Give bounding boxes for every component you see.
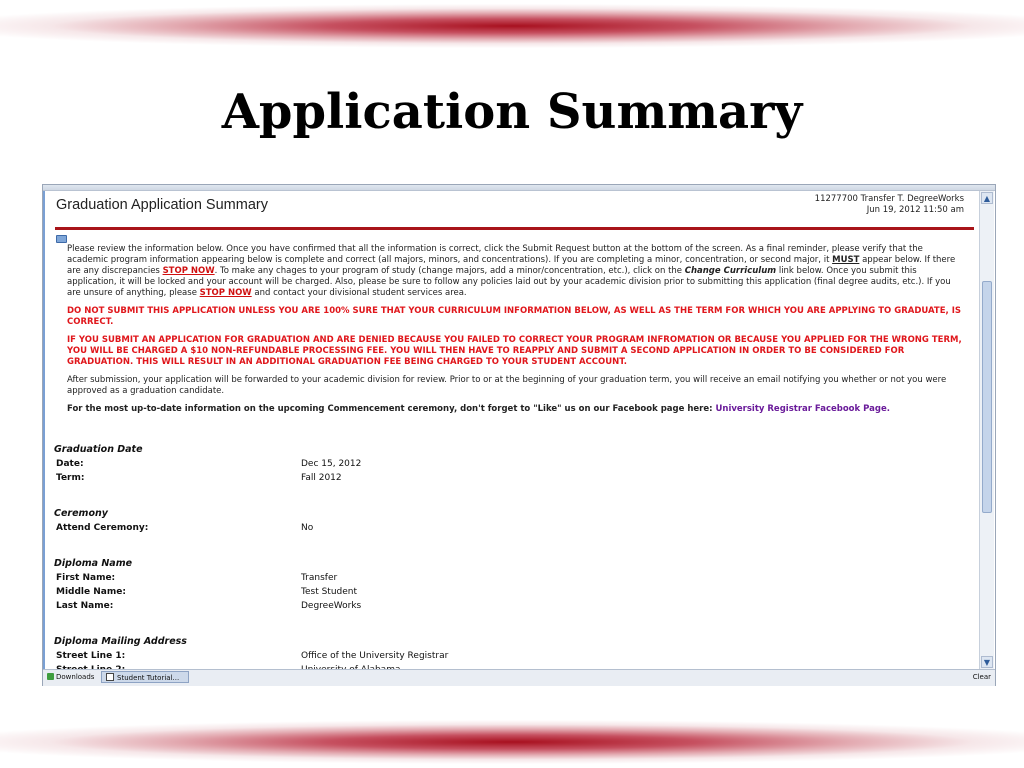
top-decorative-band xyxy=(0,0,1024,52)
scrollbar-thumb[interactable] xyxy=(982,281,992,513)
stop-now-link[interactable]: STOP NOW xyxy=(162,266,215,276)
date-row xyxy=(54,457,978,471)
downloads-label: Downloads xyxy=(56,673,95,681)
user-info xyxy=(815,194,964,216)
section-title: Diploma Mailing Address xyxy=(54,636,187,647)
downloads-button[interactable] xyxy=(47,673,94,681)
field-value: Transfer xyxy=(301,573,338,583)
field-label: Street Line 1: xyxy=(56,651,126,661)
change-curriculum-text: Change Curriculum xyxy=(684,266,777,276)
datetime: Jun 19, 2012 11:50 am xyxy=(866,205,964,215)
field-value: Test Student xyxy=(301,587,358,597)
slide-title: Application Summary xyxy=(221,84,803,140)
stop-now-link-2[interactable]: STOP NOW xyxy=(199,288,252,298)
instructions-text: link below. Once you submit this application, it will be locked and your account will be charged. Also, please be sure to follow any policies laid out by your academic division prior to submitting this application (final degree audits, etc.). If you are unsure of anything, please xyxy=(67,266,951,298)
instructions-text: Please review the information below. Once you have confirmed that all the information is correct, click the Submit Request button at the bottom of the screen. As a final reminder, please verify that the academic program information appearing below is complete and correct (all majors, minors, and concentrations). If you are completing a minor, concentration, or second major, it xyxy=(67,244,923,265)
info-note-icon xyxy=(56,235,67,243)
field-label: Term: xyxy=(56,473,85,483)
scroll-down-button[interactable]: ▼ xyxy=(981,656,993,668)
instructions-text: appear below. If there are any discrepancies xyxy=(67,255,956,276)
tab-label: Student Tutorial... xyxy=(117,674,180,682)
field-label: First Name: xyxy=(56,573,116,583)
field-value: DegreeWorks xyxy=(301,601,362,611)
warning-fee: IF YOU SUBMIT AN APPLICATION FOR GRADUATION AND ARE DENIED BECAUSE YOU FAILED TO CORRECT YOUR PROGRAM INFROMATION OR BECAUSE YOU APPLIED FOR THE WRONG TERM, YOU WILL BE CHARGED A $10 NON-REFUNDABLE PROCESSING FEE. YOU WILL THEN HAVE TO REAPPLY AND SUBMIT A SECOND APPLICATION IN ORDER TO BE CONSIDERED FOR GRADUATION. THIS WILL RESULT IN AN ADDITIONAL GRADUATION FEE BEING CHARGED TO YOUR STUDENT ACCOUNT. xyxy=(67,335,962,367)
scroll-up-button[interactable]: ▲ xyxy=(981,192,993,204)
field-label: Last Name: xyxy=(56,601,114,611)
document-icon xyxy=(106,673,114,681)
graduation-date-section xyxy=(54,443,978,485)
street-line-1-row xyxy=(54,649,978,663)
field-value: No xyxy=(301,523,314,533)
attend-ceremony-row xyxy=(54,521,978,535)
field-value: Fall 2012 xyxy=(301,473,342,483)
facebook-page-link[interactable]: University Registrar Facebook Page. xyxy=(715,404,890,414)
first-name-row xyxy=(54,571,978,585)
field-value: Office of the University Registrar xyxy=(301,651,449,661)
download-icon xyxy=(47,673,54,680)
must-emphasis: MUST xyxy=(832,255,860,265)
facebook-note-text: For the most up-to-date information on the upcoming Commencement ceremony, don't forget to "Like" us on our Facebook page here: xyxy=(67,404,716,414)
clear-button[interactable]: Clear xyxy=(972,673,991,681)
warning-curriculum: DO NOT SUBMIT THIS APPLICATION UNLESS YOU ARE 100% SURE THAT YOUR CURRICULUM INFORMATION BELOW, AS WELL AS THE TERM FOR WHICH YOU ARE APPLYING TO GRADUATE, IS CORRECT. xyxy=(67,306,962,327)
field-label: Date: xyxy=(56,459,84,469)
after-submission-text: After submission, your application will be forwarded to your academic division for review. Prior to or at the beginning of your graduation term, you will receive an email notifying you whether or not you were approved as a graduation candidate. xyxy=(67,375,947,396)
user-line: 11277700 Transfer T. DegreeWorks xyxy=(814,194,964,204)
diploma-name-section xyxy=(54,557,978,613)
instructions-text: . To make any chages to your program of study (change majors, add a minor/concentration, etc.), click on the xyxy=(214,266,685,276)
field-value: Dec 15, 2012 xyxy=(301,459,362,469)
last-name-row xyxy=(54,599,978,613)
facebook-note xyxy=(67,404,966,415)
field-label: Attend Ceremony: xyxy=(56,523,149,533)
status-taskbar xyxy=(43,669,995,686)
field-label: Middle Name: xyxy=(56,587,126,597)
instructions-text: and contact your divisional student services area. xyxy=(251,288,467,298)
section-title: Diploma Name xyxy=(54,558,133,569)
page-content xyxy=(45,191,978,669)
instructions-paragraph xyxy=(67,230,966,299)
section-title: Ceremony xyxy=(54,508,108,519)
ceremony-section xyxy=(54,507,978,535)
vertical-scrollbar[interactable] xyxy=(979,191,994,669)
page-title: Graduation Application Summary xyxy=(56,197,268,213)
student-tutorial-tab[interactable] xyxy=(101,671,189,683)
bottom-decorative-band xyxy=(0,716,1024,768)
section-title: Graduation Date xyxy=(54,444,143,455)
page-header xyxy=(45,191,978,227)
term-row xyxy=(54,471,978,485)
middle-name-row xyxy=(54,585,978,599)
browser-window xyxy=(42,184,996,686)
